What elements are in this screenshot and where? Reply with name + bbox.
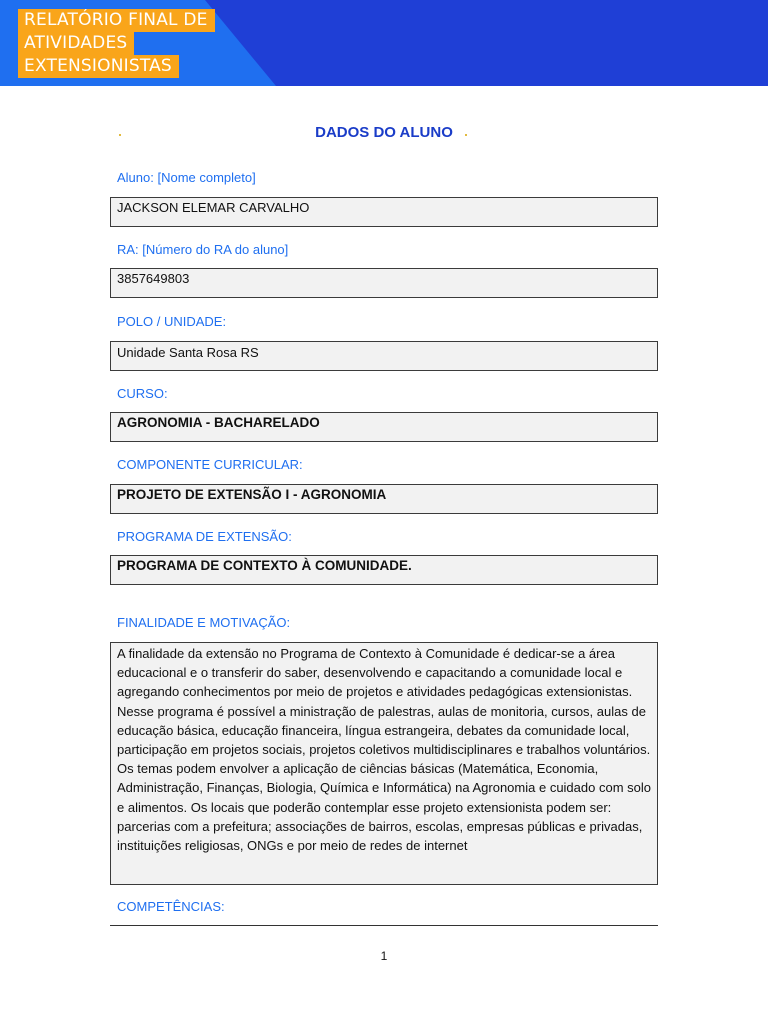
student-name-label: Aluno: [Nome completo]	[117, 170, 256, 185]
extension-program-value: PROGRAMA DE CONTEXTO À COMUNIDADE.	[117, 558, 412, 573]
page-number: 1	[380, 949, 388, 963]
polo-label: POLO / UNIDADE:	[117, 314, 227, 329]
report-title-line-2: ATIVIDADES	[18, 32, 134, 55]
extension-program-label: PROGRAMA DE EXTENSÃO:	[117, 529, 292, 544]
ra-label: RA: [Número do RA do aluno]	[117, 242, 289, 257]
curricular-component-label: COMPONENTE CURRICULAR:	[117, 457, 303, 472]
extension-program-field[interactable]	[110, 555, 658, 585]
polo-field[interactable]	[110, 341, 658, 371]
ra-field[interactable]	[110, 268, 658, 298]
course-label: CURSO:	[117, 386, 168, 401]
student-name-value: JACKSON ELEMAR CARVALHO	[117, 200, 310, 215]
curricular-component-field[interactable]	[110, 484, 658, 514]
competencies-label: COMPETÊNCIAS:	[117, 899, 225, 914]
course-value: AGRONOMIA - BACHARELADO	[117, 415, 320, 430]
polo-value: Unidade Santa Rosa RS	[117, 345, 259, 360]
report-title	[18, 9, 215, 78]
curricular-component-value: PROJETO DE EXTENSÃO I - AGRONOMIA	[117, 487, 387, 502]
purpose-text: A finalidade da extensão no Programa de Contexto à Comunidade é dedicar-se a área educacional e o transferir do saber, desenvolvendo e capacitando a comunidade local e agregando conhecimentos por meio de projetos e atividades pedagógicas extensionistas. Nesse programa é possível a ministração de palestras, aulas de monitoria, cursos, aulas de educação básica, educação financeira, língua estrangeira, debates da comunidade local, participação em projetos sociais, projetos coletivos multidisciplinares e trabalhos voluntários. Os temas podem envolver a aplicação de ciências básicas (Matemática, Economia, Administração, Finanças, Biologia, Química e Informática) na Agronomia e cuidado com solo e alimentos. Os locais que poderão contemplar esse projeto extensionista podem ser: parcerias com a prefeitura; associações de bairros, escolas, empresas públicas e privadas, instituições religiosas, ONGs e por meio de redes de internet	[117, 646, 651, 854]
section-heading-row	[110, 122, 658, 144]
purpose-field[interactable]	[110, 642, 658, 885]
report-banner	[0, 0, 768, 86]
ra-value: 3857649803	[117, 271, 190, 286]
report-title-line-3: EXTENSIONISTAS	[18, 55, 179, 78]
section-divider	[110, 925, 658, 926]
student-name-field[interactable]	[110, 197, 658, 227]
course-field[interactable]	[110, 412, 658, 442]
purpose-label: FINALIDADE E MOTIVAÇÃO:	[117, 615, 291, 630]
decorative-dot	[465, 134, 467, 136]
report-title-line-1: RELATÓRIO FINAL DE	[18, 9, 215, 32]
section-heading: DADOS DO ALUNO	[315, 124, 453, 141]
